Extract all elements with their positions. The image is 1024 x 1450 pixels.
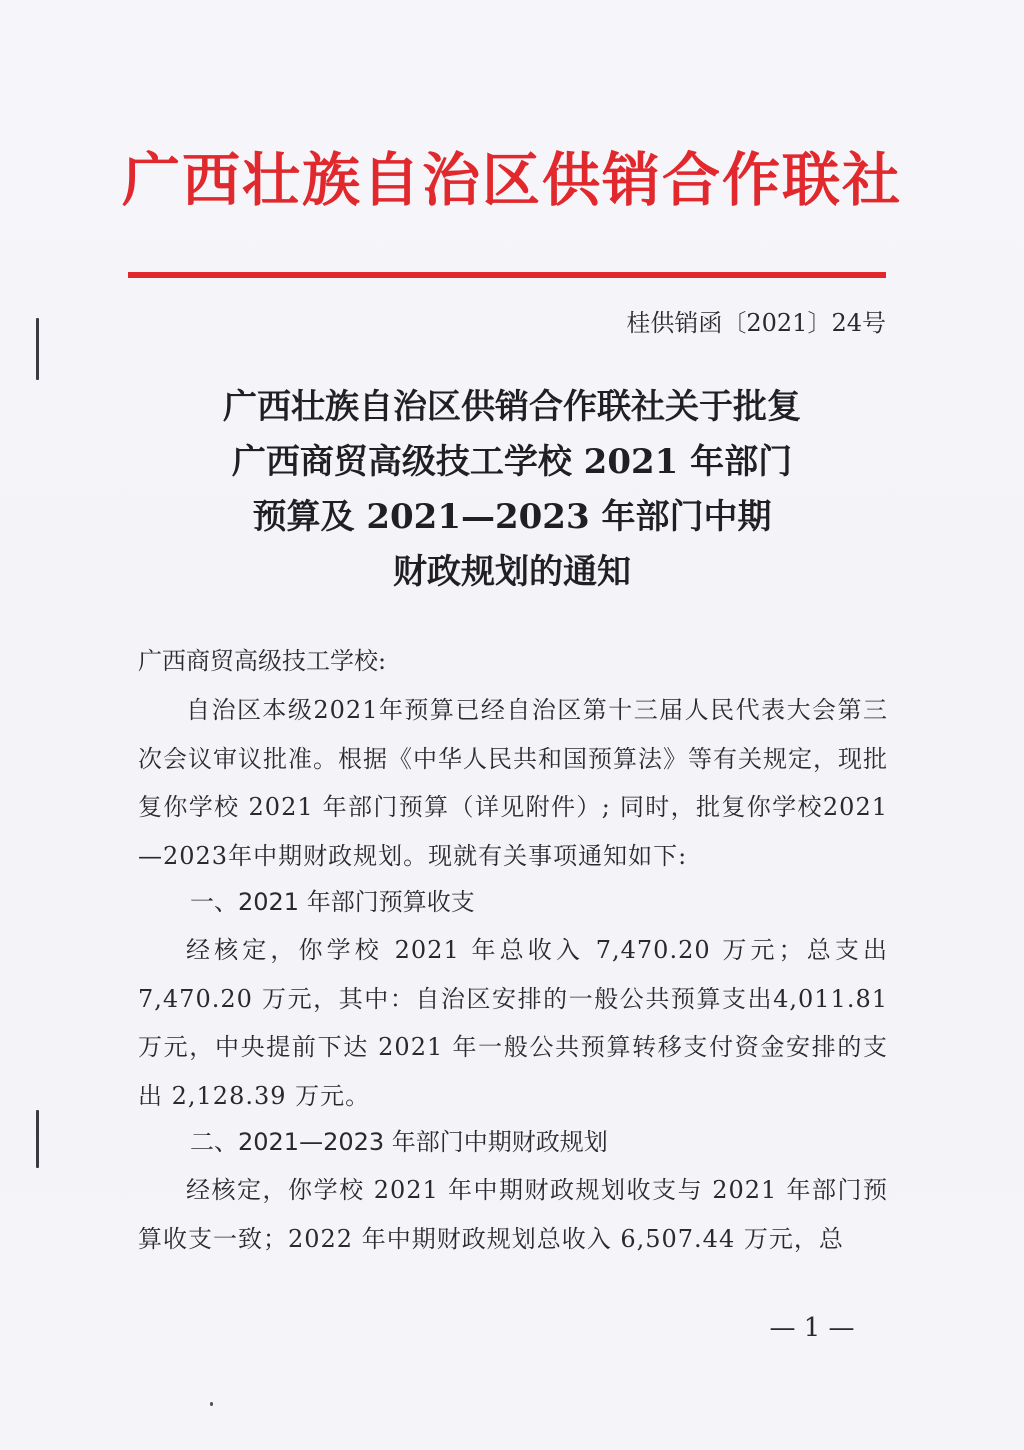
organization-header: 广西壮族自治区供销合作联社 xyxy=(121,146,902,214)
title-line: 财政规划的通知 xyxy=(393,552,631,592)
scan-binding-mark xyxy=(36,1110,39,1168)
title-line: 广西商贸高级技工学校 2021 年部门 xyxy=(231,442,793,482)
salutation: 广西商贸高级技工学校: xyxy=(138,647,387,675)
red-header-rule xyxy=(128,272,886,278)
title-line: 预算及 2021—2023 年部门中期 xyxy=(252,497,772,537)
document-number: 桂供销函〔2021〕24号 xyxy=(626,309,886,337)
body-paragraph: 经核定，你学校 2021 年总收入 7,470.20 万元；总支出 7,470.20 万元，其中：自治区安排的一般公共预算支出4,011.81 万元，中央提前下达 2021 年一般公共预算转移支付资金安排的支出 2,128.39 万元。 xyxy=(138,936,888,1110)
title-line: 广西壮族自治区供销合作联社关于批复 xyxy=(223,387,801,427)
body-paragraph: 经核定，你学校 2021 年中期财政规划收支与 2021 年部门预算收支一致；2022 年中期财政规划总收入 6,507.44 万元，总 xyxy=(138,1176,888,1253)
scan-speck xyxy=(210,1402,213,1406)
body-paragraph: 自治区本级2021年预算已经自治区第十三届人民代表大会第三次会议审议批准。根据《中华人民共和国预算法》等有关规定，现批复你学校 2021 年部门预算（详见附件）; 同时，批复你学校2021—2023年中期财政规划。现就有关事项通知如下: xyxy=(138,696,888,870)
document-title xyxy=(0,380,1024,600)
section-heading: 一、2021 年部门预算收支 xyxy=(190,888,475,916)
section-heading: 二、2021—2023 年部门中期财政规划 xyxy=(190,1128,608,1156)
scan-binding-mark xyxy=(36,318,39,380)
page-number: — 1 — xyxy=(769,1313,855,1343)
